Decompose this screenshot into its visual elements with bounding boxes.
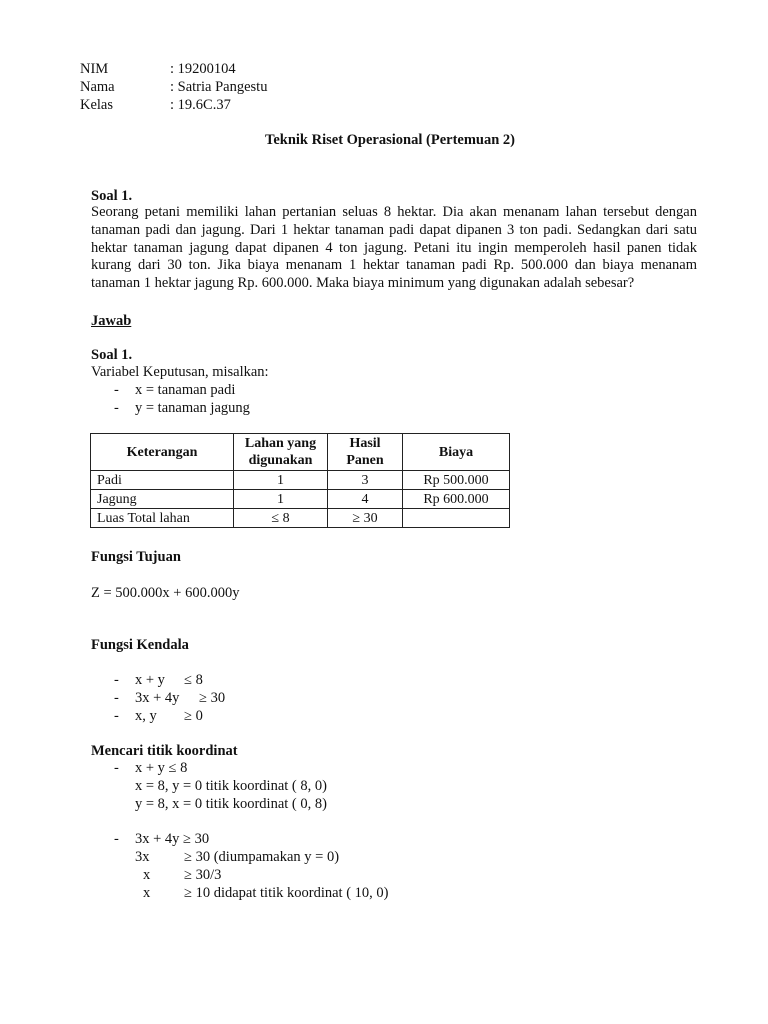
titik-block2-lhs: x: [143, 885, 151, 901]
kelas-value: : 19.6C.37: [170, 97, 231, 113]
kendala-lhs: 3x + 4y: [135, 690, 180, 706]
titik-block1-head: x + y ≤ 8: [135, 760, 188, 776]
titik-block2-lhs: 3x: [135, 849, 150, 865]
table-cell: Rp 500.000: [403, 471, 510, 490]
jawab-heading: Jawab: [91, 313, 132, 329]
bullet-dash: -: [114, 831, 119, 847]
bullet-dash: -: [114, 690, 119, 706]
table-row: [91, 509, 510, 528]
soal-line: tanaman 1 hektar jagung Rp. 600.000. Maka biaya minimum yang digunakan adalah sebesar?: [91, 275, 635, 292]
titik-block2-rhs: ≥ 30/3: [184, 867, 222, 883]
titik-block2-rhs: ≥ 30 (diumpamakan y = 0): [184, 849, 340, 865]
table-cell: 1: [234, 471, 328, 490]
table-row: [91, 490, 510, 509]
variabel-intro: Variabel Keputusan, misalkan:: [91, 364, 269, 380]
soal-line: Seorang petani memiliki lahan pertanian seluas 8 hektar. Dia akan menanam lahan tersebut dengan: [91, 204, 697, 220]
table-cell: 1: [234, 490, 328, 509]
bullet-dash: -: [114, 672, 119, 688]
soal-line: hektar tanaman jagung dapat dipanen 4 ton jagung. Petani itu ingin memperoleh hasil panen tidak: [91, 239, 697, 256]
variabel-item: x = tanaman padi: [135, 382, 236, 398]
data-table: [90, 433, 510, 528]
table-cell: Padi: [91, 471, 234, 490]
kendala-rhs: ≥ 30: [199, 690, 226, 706]
bullet-dash: -: [114, 382, 119, 398]
fungsi-tujuan-heading: Fungsi Tujuan: [91, 549, 181, 565]
bullet-dash: -: [114, 708, 119, 724]
table-cell: ≥ 30: [328, 509, 403, 528]
titik-block2-lhs: x: [143, 867, 151, 883]
table-cell: Rp 600.000: [403, 490, 510, 509]
table-header: Lahan yang digunakan: [234, 434, 328, 471]
kendala-lhs: x, y: [135, 708, 157, 724]
page-title: Teknik Riset Operasional (Pertemuan 2): [265, 132, 515, 148]
titik-block2-rhs: ≥ 10 didapat titik koordinat ( 10, 0): [184, 885, 389, 901]
nama-value: : Satria Pangestu: [170, 79, 268, 95]
nama-label: Nama: [80, 79, 115, 95]
kendala-rhs: ≤ 8: [184, 672, 203, 688]
soal-line: kurang dari 30 ton. Jika biaya menanam 1 hektar tanaman padi Rp. 500.000 dan biaya menanam: [91, 257, 697, 274]
nim-value: : 19200104: [170, 61, 236, 77]
soal-line: tanaman padi dan jagung. Dari 1 hektar tanaman padi dapat dipanen 3 ton padi. Sedangkan dari satu: [91, 221, 697, 238]
table-row: [91, 471, 510, 490]
titik-block1-line: y = 8, x = 0 titik koordinat ( 0, 8): [135, 796, 327, 812]
soal-heading: Soal 1.: [91, 188, 133, 204]
kendala-lhs: x + y: [135, 672, 165, 688]
titik-block2-head: 3x + 4y ≥ 30: [135, 831, 210, 847]
table-header: Hasil Panen: [328, 434, 403, 471]
bullet-dash: -: [114, 760, 119, 776]
table-header-row: [91, 434, 510, 471]
jawab-soal-heading: Soal 1.: [91, 347, 133, 363]
titik-block1-line: x = 8, y = 0 titik koordinat ( 8, 0): [135, 778, 327, 794]
table-cell: 4: [328, 490, 403, 509]
table-cell: 3: [328, 471, 403, 490]
soal-paragraph: [91, 204, 697, 293]
kelas-label: Kelas: [80, 97, 114, 113]
kendala-rhs: ≥ 0: [184, 708, 203, 724]
fungsi-kendala-heading: Fungsi Kendala: [91, 637, 189, 653]
table-cell: [403, 509, 510, 528]
table-cell: Jagung: [91, 490, 234, 509]
table-header: Biaya: [403, 434, 510, 471]
table-cell: Luas Total lahan: [91, 509, 234, 528]
table-cell: ≤ 8: [234, 509, 328, 528]
variabel-item: y = tanaman jagung: [135, 400, 250, 416]
fungsi-tujuan-equation: Z = 500.000x + 600.000y: [91, 585, 240, 601]
nim-label: NIM: [80, 61, 109, 77]
table-header: Keterangan: [91, 434, 234, 471]
bullet-dash: -: [114, 400, 119, 416]
titik-heading: Mencari titik koordinat: [91, 743, 238, 759]
